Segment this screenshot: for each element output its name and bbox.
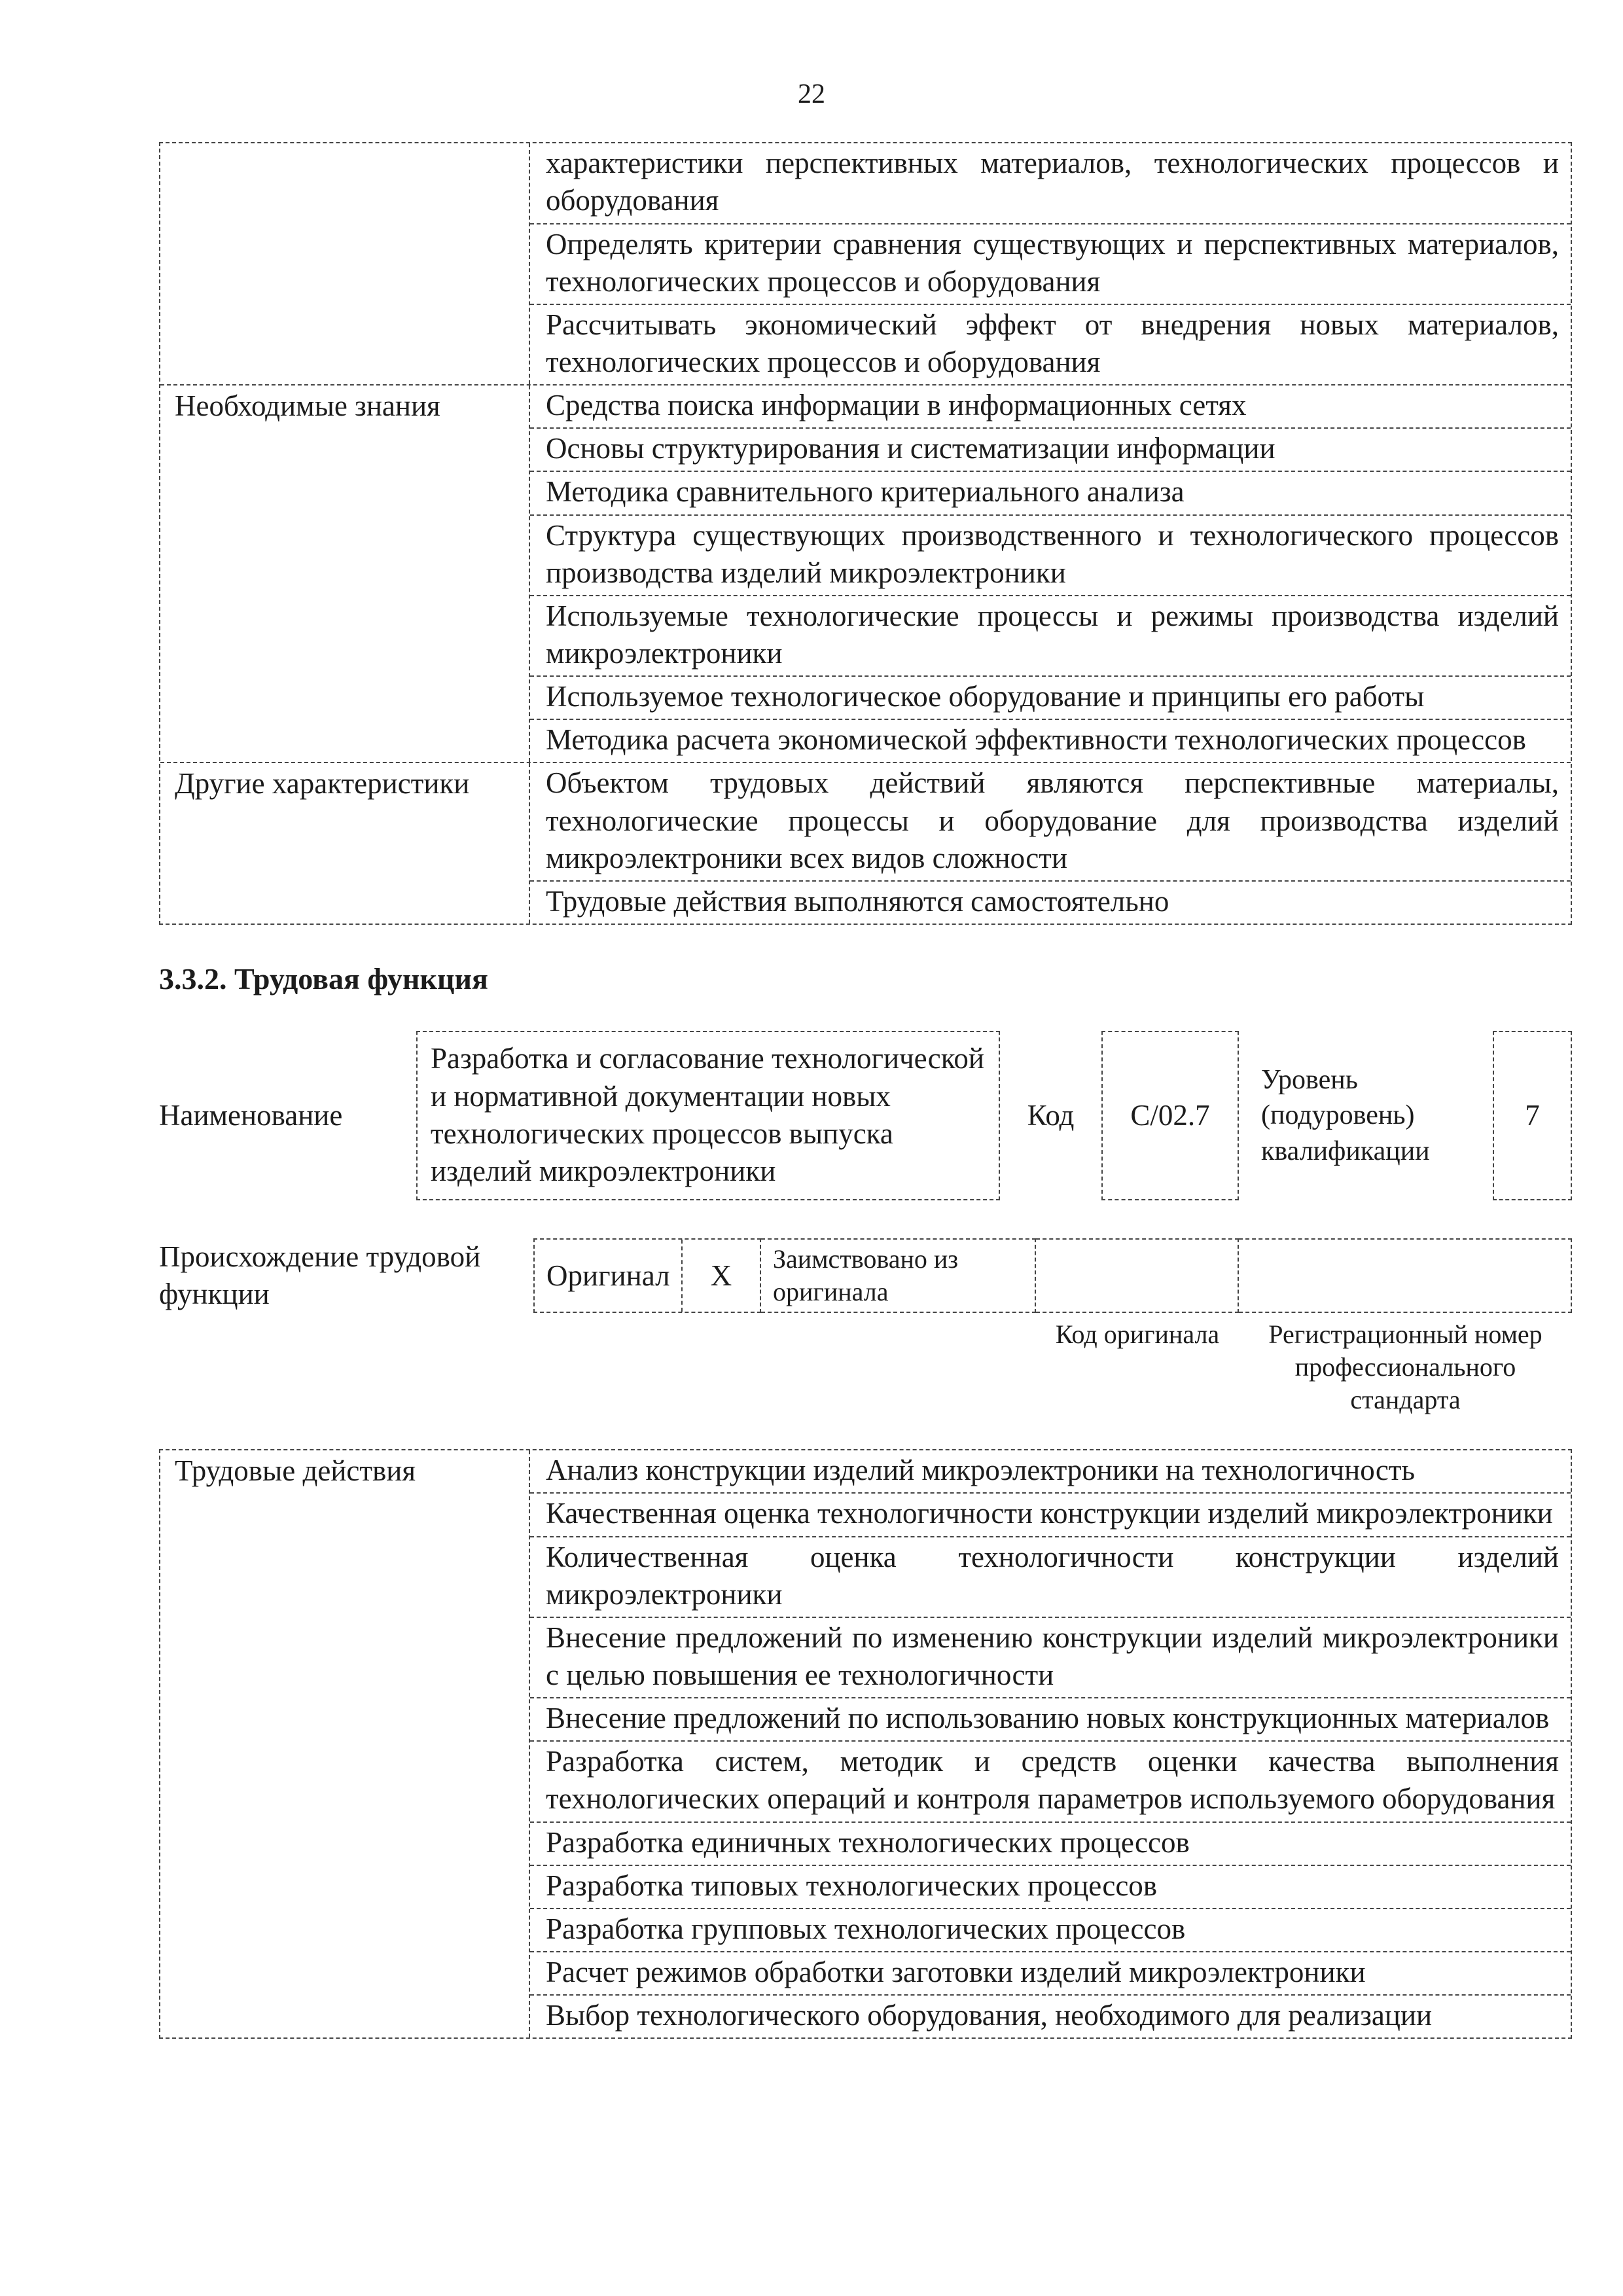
group-label-empty <box>160 143 530 384</box>
table-row: Разработка типовых технологических процессов <box>530 1866 1571 1909</box>
table-row: Средства поиска информации в информационных сетях <box>530 386 1571 429</box>
table-row: Качественная оценка технологичности конструкции изделий микроэлектроники <box>530 1494 1571 1537</box>
table-group-labor-actions <box>160 1450 1571 2037</box>
table-group-other-characteristics <box>160 762 1571 924</box>
table-group-skills-continued <box>160 143 1571 384</box>
group-items-knowledge <box>530 386 1571 762</box>
page-content <box>159 142 1572 2039</box>
origin-code-empty-cell <box>1036 1238 1239 1313</box>
origin-original-label: Оригинал <box>546 1259 670 1292</box>
table-row: Методика расчета экономической эффективности технологических процессов <box>546 723 1526 757</box>
function-code-box: С/02.7 <box>1101 1031 1239 1200</box>
origin-label: Происхождение трудовой функции <box>159 1240 481 1311</box>
page-number: 22 <box>798 79 825 109</box>
table-row: Используемые технологические процессы и режимы производства изделий микроэлектроники <box>530 596 1571 677</box>
caption-spacer <box>159 1318 1036 1416</box>
qualification-level-box: 7 <box>1493 1031 1572 1200</box>
function-code-label: Код <box>1027 1099 1075 1132</box>
group-items-labor-actions <box>530 1450 1571 2037</box>
table-row: Разработка единичных технологических процессов <box>530 1823 1571 1866</box>
function-name-label: Наименование <box>159 1099 343 1132</box>
group-label-other-characteristics: Другие характеристики <box>160 763 530 924</box>
table-row: Рассчитывать экономический эффект от внедрения новых материалов, технологических процессов и оборудования <box>546 308 1559 379</box>
registration-number-caption: Регистрационный номер профессионального стандарта <box>1268 1319 1543 1415</box>
qualification-table <box>159 142 1572 925</box>
table-row: характеристики перспективных материалов, технологических процессов и оборудования <box>530 143 1571 224</box>
group-items-skills <box>530 143 1571 384</box>
table-row: Разработка групповых технологических процессов <box>530 1909 1571 1952</box>
table-row: Используемое технологическое оборудование и принципы его работы <box>530 677 1571 720</box>
table-row: Выбор технологического оборудования, необходимого для реализации <box>546 1999 1433 2032</box>
origin-code-caption: Код оригинала <box>1055 1319 1220 1350</box>
group-items-other <box>530 763 1571 924</box>
qualification-level-label: Уровень (подуровень) квалификации <box>1261 1064 1430 1166</box>
table-row: Определять критерии сравнения существующих и перспективных материалов, технологических процессов и оборудования <box>530 224 1571 305</box>
function-header <box>159 1031 1572 1200</box>
function-name-box: Разработка и согласование технологической и нормативной документации новых технологических процессов выпуска изделий микроэлектроники <box>416 1031 1000 1200</box>
group-label-required-knowledge: Необходимые знания <box>160 386 530 762</box>
table-group-required-knowledge <box>160 384 1571 762</box>
origin-registration-empty-cell <box>1239 1238 1572 1313</box>
labor-actions-table <box>159 1449 1572 2039</box>
origin-borrowed-cell: Заимствовано из оригинала <box>761 1238 1036 1313</box>
table-row: Трудовые действия выполняются самостоятельно <box>546 884 1169 918</box>
group-label-labor-actions: Трудовые действия <box>160 1450 530 2037</box>
table-row: Внесение предложений по использованию новых конструкционных материалов <box>530 1698 1571 1742</box>
table-row: Количественная оценка технологичности конструкции изделий микроэлектроники <box>530 1537 1571 1618</box>
table-row: Разработка систем, методик и средств оценки качества выполнения технологических операций и контроля параметров используемого оборудования <box>530 1742 1571 1822</box>
table-row: Основы структурирования и систематизации информации <box>530 429 1571 472</box>
section-heading: 3.3.2. Трудовая функция <box>159 962 488 996</box>
table-row: Анализ конструкции изделий микроэлектроники на технологичность <box>530 1450 1571 1494</box>
table-row: Расчет режимов обработки заготовки изделий микроэлектроники <box>530 1952 1571 1996</box>
table-row: Методика сравнительного критериального анализа <box>530 472 1571 515</box>
origin-block <box>159 1238 1572 1313</box>
origin-original-cell <box>533 1238 761 1313</box>
origin-captions <box>159 1318 1572 1416</box>
origin-original-mark: X <box>681 1240 760 1312</box>
table-row: Структура существующих производственного и технологического процессов производства изделий микроэлектроники <box>530 516 1571 596</box>
table-row: Внесение предложений по изменению конструкции изделий микроэлектроники с целью повышения ее технологичности <box>530 1618 1571 1698</box>
table-row: Объектом трудовых действий являются перспективные материалы, технологические процессы и оборудование для производства изделий микроэлектроники всех видов сложности <box>530 763 1571 881</box>
